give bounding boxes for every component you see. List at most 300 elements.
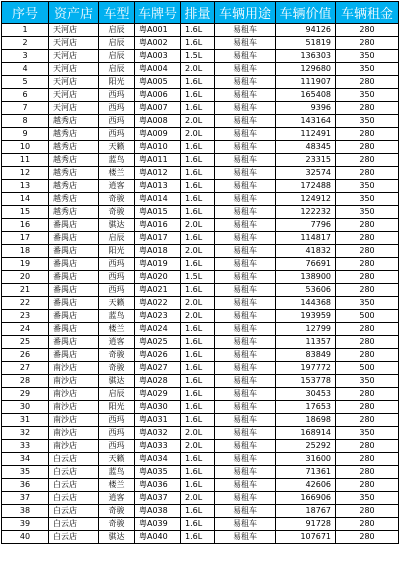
cell-rent: 280 [336, 245, 399, 258]
cell-displacement: 2.0L [181, 245, 215, 258]
table-row [2, 531, 399, 544]
cell-usage: 易租车 [215, 89, 276, 102]
cell-usage: 易租车 [215, 115, 276, 128]
cell-store: 越秀店 [49, 180, 99, 193]
cell-rent: 280 [336, 323, 399, 336]
cell-model: 阳光 [99, 76, 135, 89]
cell-index: 5 [2, 76, 49, 89]
cell-displacement: 1.6L [181, 336, 215, 349]
cell-plate: 粤A031 [135, 414, 181, 427]
cell-index: 4 [2, 63, 49, 76]
cell-displacement: 2.0L [181, 297, 215, 310]
table-row [2, 193, 399, 206]
table-row [2, 518, 399, 531]
cell-usage: 易租车 [215, 245, 276, 258]
cell-plate: 粤A025 [135, 336, 181, 349]
table-row [2, 245, 399, 258]
table-row [2, 427, 399, 440]
vehicle-table [1, 1, 399, 544]
cell-model: 奇骏 [99, 518, 135, 531]
cell-index: 6 [2, 89, 49, 102]
cell-usage: 易租车 [215, 37, 276, 50]
cell-usage: 易租车 [215, 271, 276, 284]
table-row [2, 310, 399, 323]
cell-model: 天籁 [99, 297, 135, 310]
cell-index: 39 [2, 518, 49, 531]
header-row [2, 2, 399, 24]
table-row [2, 89, 399, 102]
cell-usage: 易租车 [215, 531, 276, 544]
cell-plate: 粤A039 [135, 518, 181, 531]
cell-value: 7796 [276, 219, 336, 232]
cell-displacement: 1.6L [181, 362, 215, 375]
cell-value: 12799 [276, 323, 336, 336]
header-usage: 车辆用途 [215, 2, 276, 24]
cell-rent: 280 [336, 128, 399, 141]
cell-value: 111907 [276, 76, 336, 89]
header-index: 序号 [2, 2, 49, 24]
cell-value: 9396 [276, 102, 336, 115]
table-row [2, 336, 399, 349]
cell-model: 天籁 [99, 141, 135, 154]
cell-plate: 粤A013 [135, 180, 181, 193]
cell-value: 76691 [276, 258, 336, 271]
cell-value: 166906 [276, 492, 336, 505]
cell-plate: 粤A032 [135, 427, 181, 440]
cell-displacement: 1.6L [181, 102, 215, 115]
cell-store: 南沙店 [49, 427, 99, 440]
table-row [2, 180, 399, 193]
cell-rent: 350 [336, 115, 399, 128]
cell-index: 21 [2, 284, 49, 297]
cell-store: 番禺店 [49, 336, 99, 349]
cell-model: 骐达 [99, 531, 135, 544]
cell-plate: 粤A035 [135, 466, 181, 479]
cell-store: 天河店 [49, 76, 99, 89]
cell-usage: 易租车 [215, 427, 276, 440]
cell-plate: 粤A021 [135, 284, 181, 297]
cell-plate: 粤A038 [135, 505, 181, 518]
cell-store: 白云店 [49, 453, 99, 466]
cell-displacement: 1.6L [181, 518, 215, 531]
cell-usage: 易租车 [215, 414, 276, 427]
cell-store: 番禺店 [49, 349, 99, 362]
cell-displacement: 1.6L [181, 37, 215, 50]
cell-displacement: 1.6L [181, 414, 215, 427]
cell-displacement: 1.6L [181, 258, 215, 271]
cell-rent: 500 [336, 362, 399, 375]
cell-usage: 易租车 [215, 297, 276, 310]
cell-index: 18 [2, 245, 49, 258]
cell-store: 南沙店 [49, 362, 99, 375]
table-row [2, 479, 399, 492]
cell-store: 天河店 [49, 102, 99, 115]
cell-rent: 350 [336, 180, 399, 193]
cell-rent: 280 [336, 518, 399, 531]
cell-displacement: 2.0L [181, 63, 215, 76]
cell-usage: 易租车 [215, 349, 276, 362]
cell-store: 番禺店 [49, 271, 99, 284]
table-row [2, 453, 399, 466]
cell-plate: 粤A036 [135, 479, 181, 492]
cell-displacement: 1.6L [181, 453, 215, 466]
cell-model: 西玛 [99, 102, 135, 115]
table-header [2, 2, 399, 24]
cell-plate: 粤A008 [135, 115, 181, 128]
header-model: 车型 [99, 2, 135, 24]
cell-index: 31 [2, 414, 49, 427]
table-row [2, 115, 399, 128]
cell-usage: 易租车 [215, 180, 276, 193]
cell-plate: 粤A022 [135, 297, 181, 310]
cell-plate: 粤A019 [135, 258, 181, 271]
cell-displacement: 2.0L [181, 440, 215, 453]
cell-model: 西玛 [99, 284, 135, 297]
table-body [2, 24, 399, 544]
cell-usage: 易租车 [215, 453, 276, 466]
cell-usage: 易租车 [215, 362, 276, 375]
cell-rent: 280 [336, 466, 399, 479]
cell-model: 逍客 [99, 492, 135, 505]
table-row [2, 323, 399, 336]
cell-index: 36 [2, 479, 49, 492]
table-row [2, 219, 399, 232]
cell-plate: 粤A020 [135, 271, 181, 284]
cell-store: 越秀店 [49, 141, 99, 154]
cell-value: 18767 [276, 505, 336, 518]
cell-store: 南沙店 [49, 388, 99, 401]
cell-usage: 易租车 [215, 76, 276, 89]
cell-model: 西玛 [99, 128, 135, 141]
table-row [2, 76, 399, 89]
cell-usage: 易租车 [215, 50, 276, 63]
cell-model: 天籁 [99, 453, 135, 466]
cell-rent: 280 [336, 141, 399, 154]
cell-index: 24 [2, 323, 49, 336]
cell-usage: 易租车 [215, 167, 276, 180]
cell-displacement: 1.6L [181, 193, 215, 206]
cell-store: 南沙店 [49, 375, 99, 388]
cell-rent: 280 [336, 232, 399, 245]
cell-index: 22 [2, 297, 49, 310]
cell-rent: 350 [336, 492, 399, 505]
cell-usage: 易租车 [215, 232, 276, 245]
cell-store: 番禺店 [49, 310, 99, 323]
cell-value: 144368 [276, 297, 336, 310]
cell-plate: 粤A014 [135, 193, 181, 206]
cell-plate: 粤A034 [135, 453, 181, 466]
cell-index: 19 [2, 258, 49, 271]
cell-index: 32 [2, 427, 49, 440]
cell-model: 启辰 [99, 388, 135, 401]
cell-index: 34 [2, 453, 49, 466]
cell-displacement: 2.0L [181, 310, 215, 323]
table-row [2, 141, 399, 154]
cell-usage: 易租车 [215, 154, 276, 167]
cell-store: 越秀店 [49, 193, 99, 206]
cell-model: 西玛 [99, 115, 135, 128]
cell-displacement: 1.6L [181, 479, 215, 492]
cell-store: 番禺店 [49, 284, 99, 297]
cell-plate: 粤A002 [135, 37, 181, 50]
table-row [2, 284, 399, 297]
cell-displacement: 2.0L [181, 427, 215, 440]
cell-model: 启辰 [99, 50, 135, 63]
cell-model: 西玛 [99, 414, 135, 427]
cell-displacement: 1.6L [181, 167, 215, 180]
cell-index: 25 [2, 336, 49, 349]
cell-plate: 粤A028 [135, 375, 181, 388]
cell-model: 西玛 [99, 440, 135, 453]
cell-rent: 350 [336, 375, 399, 388]
cell-plate: 粤A037 [135, 492, 181, 505]
cell-index: 23 [2, 310, 49, 323]
cell-rent: 280 [336, 336, 399, 349]
cell-value: 136303 [276, 50, 336, 63]
cell-plate: 粤A023 [135, 310, 181, 323]
cell-value: 91728 [276, 518, 336, 531]
cell-rent: 280 [336, 167, 399, 180]
cell-usage: 易租车 [215, 102, 276, 115]
cell-displacement: 1.6L [181, 141, 215, 154]
cell-rent: 280 [336, 531, 399, 544]
cell-plate: 粤A029 [135, 388, 181, 401]
cell-plate: 粤A018 [135, 245, 181, 258]
cell-plate: 粤A007 [135, 102, 181, 115]
cell-value: 172488 [276, 180, 336, 193]
cell-index: 28 [2, 375, 49, 388]
cell-index: 3 [2, 50, 49, 63]
cell-rent: 280 [336, 453, 399, 466]
cell-index: 7 [2, 102, 49, 115]
cell-store: 越秀店 [49, 206, 99, 219]
table-row [2, 206, 399, 219]
cell-displacement: 1.6L [181, 323, 215, 336]
table-row [2, 388, 399, 401]
cell-index: 30 [2, 401, 49, 414]
table-row [2, 258, 399, 271]
table-row [2, 102, 399, 115]
cell-plate: 粤A009 [135, 128, 181, 141]
cell-value: 165408 [276, 89, 336, 102]
cell-rent: 350 [336, 193, 399, 206]
cell-model: 启辰 [99, 24, 135, 37]
cell-plate: 粤A004 [135, 63, 181, 76]
cell-displacement: 1.5L [181, 271, 215, 284]
cell-displacement: 1.6L [181, 401, 215, 414]
table-row [2, 492, 399, 505]
cell-displacement: 1.5L [181, 50, 215, 63]
cell-displacement: 1.6L [181, 284, 215, 297]
cell-value: 168914 [276, 427, 336, 440]
cell-value: 112491 [276, 128, 336, 141]
cell-displacement: 1.6L [181, 349, 215, 362]
cell-model: 阳光 [99, 401, 135, 414]
cell-rent: 350 [336, 427, 399, 440]
table-row [2, 349, 399, 362]
cell-store: 天河店 [49, 89, 99, 102]
cell-store: 南沙店 [49, 414, 99, 427]
cell-rent: 280 [336, 349, 399, 362]
cell-model: 奇骏 [99, 349, 135, 362]
cell-plate: 粤A017 [135, 232, 181, 245]
cell-plate: 粤A010 [135, 141, 181, 154]
cell-rent: 280 [336, 219, 399, 232]
cell-plate: 粤A024 [135, 323, 181, 336]
cell-store: 天河店 [49, 50, 99, 63]
table-row [2, 466, 399, 479]
cell-displacement: 1.6L [181, 206, 215, 219]
cell-value: 17653 [276, 401, 336, 414]
cell-value: 197772 [276, 362, 336, 375]
cell-index: 16 [2, 219, 49, 232]
cell-model: 启辰 [99, 37, 135, 50]
cell-plate: 粤A033 [135, 440, 181, 453]
cell-usage: 易租车 [215, 24, 276, 37]
cell-rent: 280 [336, 440, 399, 453]
cell-displacement: 1.6L [181, 76, 215, 89]
header-store: 资产店 [49, 2, 99, 24]
cell-model: 西玛 [99, 427, 135, 440]
table-row [2, 232, 399, 245]
cell-store: 番禺店 [49, 297, 99, 310]
cell-model: 楼兰 [99, 323, 135, 336]
cell-model: 蓝鸟 [99, 310, 135, 323]
cell-plate: 粤A011 [135, 154, 181, 167]
cell-store: 白云店 [49, 518, 99, 531]
cell-store: 天河店 [49, 63, 99, 76]
cell-plate: 粤A015 [135, 206, 181, 219]
table-row [2, 414, 399, 427]
table-row [2, 401, 399, 414]
cell-value: 48345 [276, 141, 336, 154]
cell-plate: 粤A003 [135, 50, 181, 63]
header-value: 车辆价值 [276, 2, 336, 24]
cell-value: 42606 [276, 479, 336, 492]
cell-model: 西玛 [99, 271, 135, 284]
cell-plate: 粤A026 [135, 349, 181, 362]
cell-model: 奇骏 [99, 206, 135, 219]
cell-rent: 280 [336, 37, 399, 50]
cell-value: 193959 [276, 310, 336, 323]
cell-index: 14 [2, 193, 49, 206]
cell-model: 奇骏 [99, 193, 135, 206]
cell-plate: 粤A012 [135, 167, 181, 180]
cell-value: 114817 [276, 232, 336, 245]
cell-value: 94126 [276, 24, 336, 37]
cell-rent: 280 [336, 505, 399, 518]
table-row [2, 154, 399, 167]
cell-usage: 易租车 [215, 128, 276, 141]
table-row [2, 63, 399, 76]
cell-usage: 易租车 [215, 310, 276, 323]
cell-index: 17 [2, 232, 49, 245]
table-row [2, 440, 399, 453]
cell-store: 越秀店 [49, 128, 99, 141]
cell-store: 番禺店 [49, 219, 99, 232]
table-row [2, 37, 399, 50]
cell-usage: 易租车 [215, 375, 276, 388]
cell-store: 南沙店 [49, 401, 99, 414]
cell-model: 西玛 [99, 258, 135, 271]
cell-rent: 280 [336, 76, 399, 89]
table-row [2, 297, 399, 310]
cell-displacement: 2.0L [181, 128, 215, 141]
cell-index: 11 [2, 154, 49, 167]
table-row [2, 24, 399, 37]
cell-rent: 350 [336, 206, 399, 219]
cell-usage: 易租车 [215, 518, 276, 531]
cell-index: 26 [2, 349, 49, 362]
cell-store: 番禺店 [49, 323, 99, 336]
cell-displacement: 1.6L [181, 89, 215, 102]
cell-value: 30453 [276, 388, 336, 401]
cell-displacement: 1.6L [181, 24, 215, 37]
cell-rent: 280 [336, 154, 399, 167]
cell-displacement: 1.6L [181, 154, 215, 167]
cell-rent: 280 [336, 284, 399, 297]
cell-value: 18698 [276, 414, 336, 427]
cell-usage: 易租车 [215, 492, 276, 505]
cell-plate: 粤A001 [135, 24, 181, 37]
cell-index: 35 [2, 466, 49, 479]
cell-store: 番禺店 [49, 232, 99, 245]
table-row [2, 271, 399, 284]
cell-plate: 粤A016 [135, 219, 181, 232]
cell-value: 122232 [276, 206, 336, 219]
cell-model: 启辰 [99, 232, 135, 245]
cell-usage: 易租车 [215, 206, 276, 219]
cell-usage: 易租车 [215, 219, 276, 232]
cell-value: 23315 [276, 154, 336, 167]
cell-plate: 粤A005 [135, 76, 181, 89]
cell-displacement: 2.0L [181, 115, 215, 128]
cell-store: 番禺店 [49, 245, 99, 258]
cell-rent: 280 [336, 102, 399, 115]
cell-displacement: 1.6L [181, 375, 215, 388]
cell-value: 143164 [276, 115, 336, 128]
cell-value: 129680 [276, 63, 336, 76]
cell-displacement: 1.6L [181, 388, 215, 401]
cell-value: 11357 [276, 336, 336, 349]
cell-usage: 易租车 [215, 388, 276, 401]
cell-model: 奇骏 [99, 505, 135, 518]
table-row [2, 167, 399, 180]
table-row [2, 128, 399, 141]
header-rent: 车辆租金 [336, 2, 399, 24]
cell-value: 138900 [276, 271, 336, 284]
cell-store: 越秀店 [49, 115, 99, 128]
cell-store: 白云店 [49, 492, 99, 505]
cell-rent: 280 [336, 388, 399, 401]
cell-rent: 280 [336, 401, 399, 414]
cell-plate: 粤A030 [135, 401, 181, 414]
cell-index: 33 [2, 440, 49, 453]
cell-model: 楼兰 [99, 479, 135, 492]
cell-rent: 280 [336, 414, 399, 427]
cell-model: 逍客 [99, 336, 135, 349]
cell-index: 10 [2, 141, 49, 154]
cell-usage: 易租车 [215, 466, 276, 479]
cell-usage: 易租车 [215, 63, 276, 76]
cell-store: 天河店 [49, 24, 99, 37]
cell-usage: 易租车 [215, 141, 276, 154]
cell-index: 2 [2, 37, 49, 50]
cell-value: 53606 [276, 284, 336, 297]
table-row [2, 375, 399, 388]
cell-index: 12 [2, 167, 49, 180]
cell-store: 白云店 [49, 466, 99, 479]
